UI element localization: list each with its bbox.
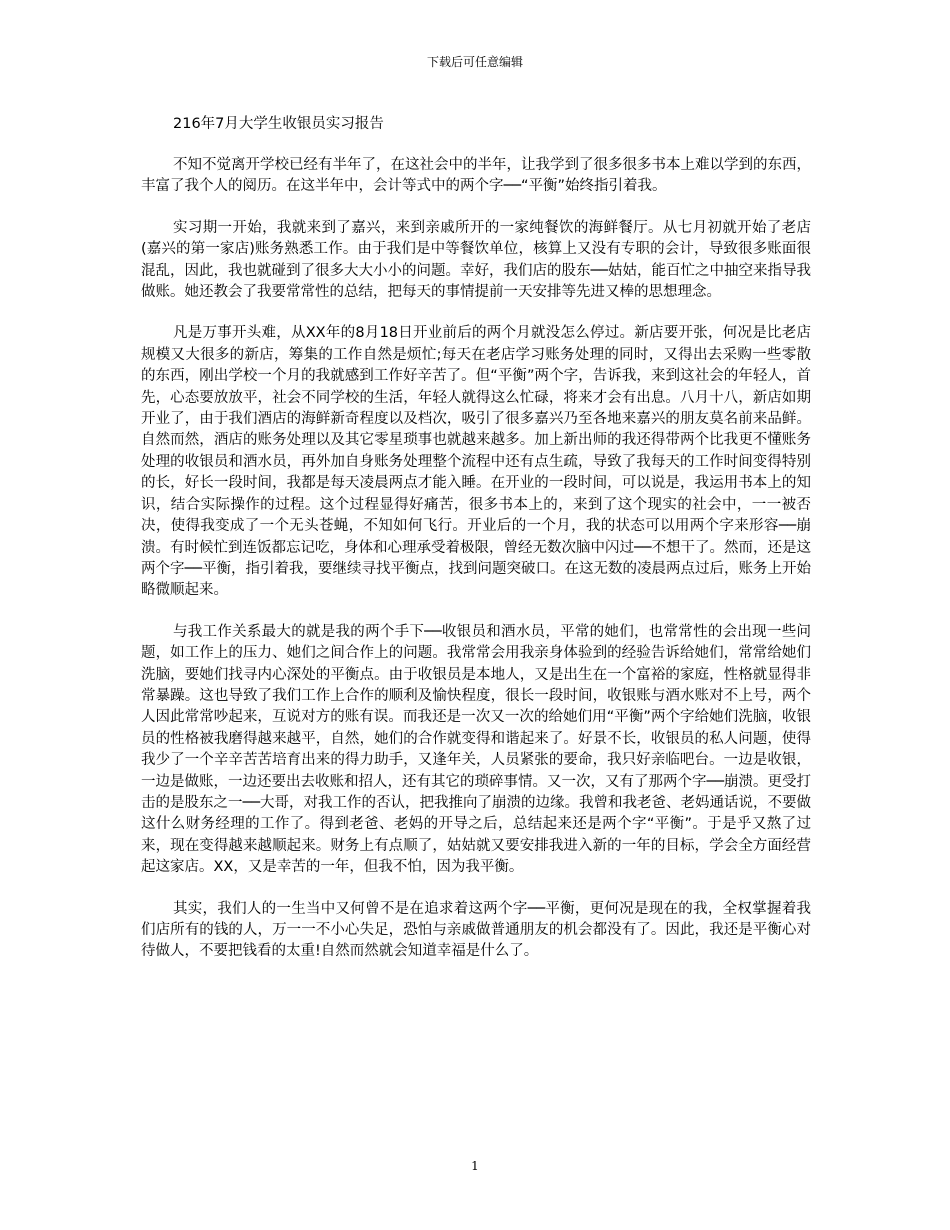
document-body xyxy=(141,114,811,983)
paragraph-3: 凡是万事开头难，从XX年的8月18日开业前后的两个月就没怎么停过。新店要开张，何况是比老店规模又大很多的新店，筹集的工作自然是烦忙;每天在老店学习账务处理的同时，又得出去采购一些零散的东西，刚出学校一个月的我就感到工作好辛苦了。但“平衡”两个字，告诉我，来到这社会的年轻人，首先，心态要放放平，社会不同学校的生活，年轻人就得这么忙碌，将来才会有出息。八月十八，新店如期开业了，由于我们酒店的海鲜新奇程度以及档次，吸引了很多嘉兴乃至各地来嘉兴的朋友莫名前来品鲜。自然而然，酒店的账务处理以及其它零星琐事也就越来越多。加上新出师的我还得带两个比我更不懂账务处理的收银员和酒水员，再外加自身账务处理整个流程中还有点生疏，导致了我每天的工作时间变得特别的长，好长一段时间，我都是每天凌晨两点才能入睡。在开业的一段时间，可以说是，我运用书本上的知识，结合实际操作的过程。这个过程显得好痛苦，很多书本上的，来到了这个现实的社会中，一一被否决，使得我变成了一个无头苍蝇，不知如何飞行。开业后的一个月，我的状态可以用两个字来形容──崩溃。有时候忙到连饭都忘记吃，身体和心理承受着极限，曾经无数次脑中闪过──不想干了。然而，还是这两个字──平衡，指引着我，要继续寻找平衡点，找到问题突破口。在这无数的凌晨两点过后，账务上开始略微顺起来。 xyxy=(141,325,811,599)
paragraph-1: 不知不觉离开学校已经有半年了，在这社会中的半年，让我学到了很多很多书本上难以学到的东西，丰富了我个人的阅历。在这半年中，会计等式中的两个字──“平衡”始终指引着我。 xyxy=(141,157,811,195)
paragraph-4: 与我工作关系最大的就是我的两个手下──收银员和酒水员，平常的她们，也常常性的会出现一些问题，如工作上的压力、她们之间合作上的问题。我常常会用我亲身体验到的经验告诉给她们，常常给她们洗脑，要她们找寻内心深处的平衡点。由于收银员是本地人，又是出生在一个富裕的家庭，性格就显得非常暴躁。这也导致了我们工作上合作的顺利及愉快程度，很长一段时间，收银账与酒水账对不上号，两个人因此常常吵起来，互说对方的账有误。而我还是一次又一次的给她们用“平衡”两个字给她们洗脑，收银员的性格被我磨得越来越平，自然，她们的合作就变得和谐起来了。好景不长，收银员的私人问题，使得我少了一个辛辛苦苦培育出来的得力助手，又逢年关，人员紧张的要命，我只好亲临吧台。一边是收银，一边是做账，一边还要出去收账和招人，还有其它的琐碎事情。又一次，又有了那两个字──崩溃。更受打击的是股东之一──大哥，对我工作的否认，把我推向了崩溃的边缘。我曾和我老爸、老妈通话说，不要做这什么财务经理的工作了。得到老爸、老妈的开导之后，总结起来还是两个字“平衡”。于是乎又熬了过来，现在变得越来越顺起来。财务上有点顺了，姑姑就又要安排我进入新的一年的目标，学会全方面经营起这家店。XX，又是幸苦的一年，但我不怕，因为我平衡。 xyxy=(141,623,811,876)
paragraph-2: 实习期一开始，我就来到了嘉兴，来到亲戚所开的一家纯餐饮的海鲜餐厅。从七月初就开始了老店(嘉兴的第一家店)账务熟悉工作。由于我们是中等餐饮单位，核算上又没有专职的会计，导致很多账面很混乱，因此，我也就碰到了很多大大小小的问题。幸好，我们店的股东──姑姑，能百忙之中抽空来指导我做账。她还教会了我要常常性的总结，把每天的事情提前一天安排等先进又棒的思想理念。 xyxy=(141,219,811,301)
page-number: 1 xyxy=(471,1159,479,1173)
paragraph-5: 其实，我们人的一生当中又何曾不是在追求着这两个字──平衡，更何况是现在的我，全权掌握着我们店所有的钱的人，万一一不小心失足，恐怕与亲戚做普通朋友的机会都没有了。因此，我还是平衡心对待做人，不要把钱看的太重!自然而然就会知道幸福是什么了。 xyxy=(141,900,811,960)
document-title: 216年7月大学生收银员实习报告 xyxy=(173,116,384,132)
page-header: 下载后可任意编辑 xyxy=(426,55,523,69)
